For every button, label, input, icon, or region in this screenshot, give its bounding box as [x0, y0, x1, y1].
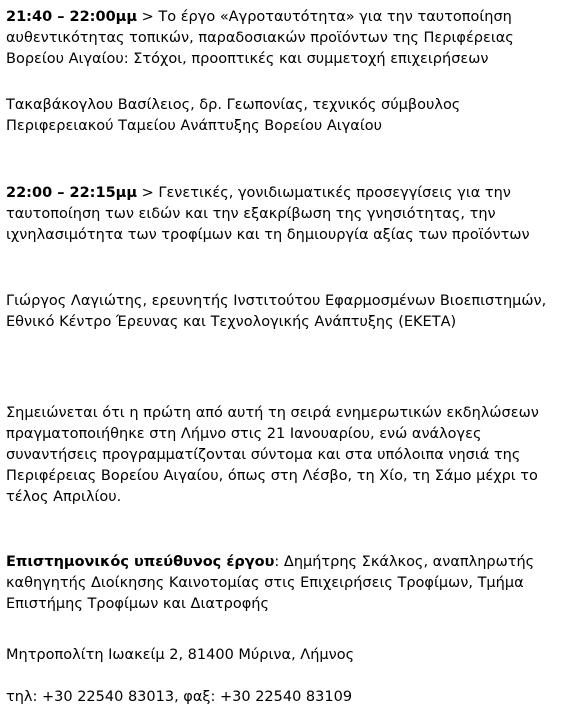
note-paragraph: Σημειώνεται ότι η πρώτη από αυτή τη σειρά ενημερωτικών εκδηλώσεων πραγματοποιήθηκε στη Λήμνο στις 21 Ιανουαρίου, ενώ ανάλογες συναντήσεις προγραμματίζονται σύντομα και στα υπόλοιπα νησιά της Περιφέρειας Βορείου Αιγαίου, όπως στη Λέσβο, τη Χίο, τη Σάμο μέχρι το τέλος Απριλίου. [6, 405, 539, 505]
session-1-separator: > [137, 9, 159, 25]
session-1-heading [6, 7, 562, 70]
phone-fax: τηλ: +30 22540 83013, φαξ: +30 22540 83109 [6, 689, 353, 705]
session-2-time: 22:00 – 22:15μμ [6, 185, 137, 201]
session-1-speaker: Τακαβάκογλου Βασίλειος, δρ. Γεωπονίας, τεχνικός σύμβουλος Περιφερειακού Ταμείου Ανάπτυξης Βορείου Αιγαίου [6, 97, 461, 134]
scientific-lead-colon: : [274, 554, 284, 570]
scientific-lead [6, 552, 562, 615]
session-1-title: Το έργο «Αγροταυτότητα» για την ταυτοποίηση αυθεντικότητας τοπικών, παραδοσιακών προϊόντων της Περιφέρειας Βορείου Αιγαίου: Στόχοι, προοπτικές και συμμετοχή επιχειρήσεων [6, 9, 514, 67]
session-2-title: Γενετικές, γονιδιωματικές προσεγγίσεις για την ταυτοποίηση των ειδών και την εξακρίβωση της γνησιότητας, την ιχνηλασιμότητα των τροφίμων και τη δημιουργία αξίας των προϊόντων [6, 185, 530, 243]
scientific-lead-text: Δημήτρης Σκάλκος, αναπληρωτής καθηγητής Διοίκησης Καινοτομίας στις Επιχειρήσεις Τροφίμων, Τμήμα Επιστήμης Τροφίμων και Διατροφής [6, 554, 535, 612]
scientific-lead-label: Επιστημονικός υπεύθυνος έργου [6, 554, 275, 570]
address: Μητροπολίτη Ιωακείμ 2, 81400 Μύρινα, Λήμνος [6, 647, 355, 663]
session-1-time: 21:40 – 22:00μμ [6, 9, 137, 25]
session-2-speaker: Γιώργος Λαγιώτης, ερευνητής Ινστιτούτου Εφαρμοσμένων Βιοεπιστημών, Εθνικό Κέντρο Έρευνας και Τεχνολογικής Ανάπτυξης (ΕΚΕΤΑ) [6, 293, 547, 330]
session-2-separator: > [137, 185, 159, 201]
session-2-heading [6, 183, 562, 246]
